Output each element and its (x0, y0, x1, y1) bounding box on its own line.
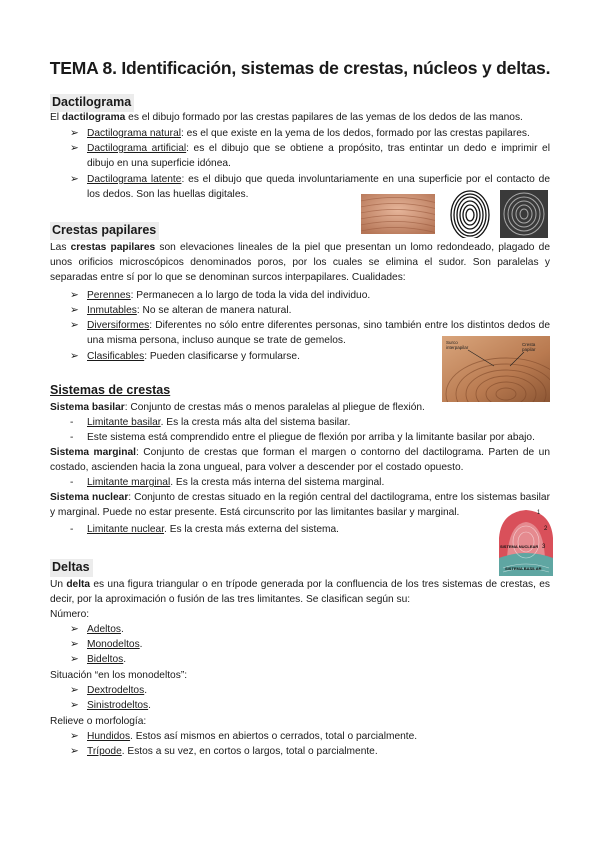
skin-ridges-photo (361, 194, 435, 234)
list-item: Perennes: Permanecen a lo largo de toda la vida del individuo. (87, 290, 371, 301)
list-item: Adeltos. (87, 624, 124, 635)
bullet-arrow: ➢ (70, 653, 79, 665)
dactilograma-intro: El dactilograma es el dibujo formado por las crestas papilares de las yemas de los dedos de las manos. (50, 112, 523, 123)
list-item: Limitante basilar. Es la cresta más alta del sistema basilar. (87, 417, 351, 428)
list-item: Este sistema está comprendido entre el pliegue de flexión por arriba y la limitante basilar por abajo. (87, 432, 535, 443)
bullet-arrow: ➢ (70, 289, 79, 301)
list-item: Monodeltos. (87, 639, 143, 650)
bullet-dash: - (70, 417, 74, 428)
diagram-label-basilar: SISTEMA BASILAR (505, 566, 542, 571)
list-item: Clasificables: Pueden clasificarse y formularse. (87, 351, 300, 362)
list-item: Dextrodeltos. (87, 685, 148, 696)
bullet-arrow: ➢ (70, 638, 79, 650)
sistema-basilar: Sistema basilar: Conjunto de crestas más o menos paralelas al pliegue de flexión. (50, 402, 425, 413)
bullet-arrow: ➢ (70, 142, 79, 154)
diagram-label-1: 1 (537, 510, 541, 516)
bullet-arrow: ➢ (70, 730, 79, 742)
diagram-label-nuclear: SISTEMA NUCLEAR (500, 544, 539, 549)
bullet-arrow: ➢ (70, 350, 79, 362)
list-item: Hundidos. Estos así mismos en abiertos o cerrados, total o parcialmente. (87, 731, 418, 742)
bullet-dash: - (70, 432, 74, 443)
bullet-arrow: ➢ (70, 623, 79, 635)
bullet-arrow: ➢ (70, 319, 79, 331)
list-item: Limitante marginal. Es la cresta más interna del sistema marginal. (87, 477, 385, 488)
bullet-arrow: ➢ (70, 745, 79, 757)
list-item: Dactilograma latente: es el dibujo que queda involuntariamente en una superficie por el contacto de los dedos. Son las huellas digitales. (87, 174, 550, 200)
page-title: TEMA 8. Identificación, sistemas de crestas, núcleos y deltas. (49, 58, 551, 78)
sistema-marginal: Sistema marginal: Conjunto de crestas que forman el margen o contorno del dactilograma. Parten de un costado, ascienden hacia la zona ungueal, para volver a descender por el costado opuesto. (50, 447, 550, 473)
sistema-nuclear: Sistema nuclear: Conjunto de crestas situado en la región central del dactilograma, entre los sistemas basilar y marginal. Puede no estar presente. Está circunscrito por las limitantes basilar y marginal. (50, 492, 550, 518)
relieve-label: Relieve o morfología: (50, 716, 147, 727)
bullet-dash: - (70, 477, 74, 488)
numero-label: Número: (50, 609, 90, 620)
section-heading-crestas: Crestas papilares (50, 222, 159, 240)
photo-label-cresta: Cresta papilar (522, 342, 536, 352)
ridge-systems-diagram (497, 508, 555, 576)
list-item: Sinistrodeltos. (87, 700, 151, 711)
section-heading-sistemas: Sistemas de crestas (50, 383, 171, 397)
list-item: Inmutables: No se alteran de manera natural. (87, 305, 292, 316)
list-item: Trípode. Estos a su vez, en cortos o largos, total o parcialmente. (87, 746, 378, 757)
situacion-label: Situación “en los monodeltos”: (50, 670, 188, 681)
list-item: Limitante nuclear. Es la cresta más externa del sistema. (87, 524, 339, 535)
crestas-intro: Las crestas papilares son elevaciones lineales de la piel que presentan un lomo redondeado, plagado de unos orificios microscópicos denominados poros, por los cuales se elimina el sudor. Son paralelas y separadas entre sí por lo que se denominan surcos interpapilares. Cualidades: (50, 242, 550, 283)
bullet-arrow: ➢ (70, 173, 79, 185)
list-item: Diversiformes: Diferentes no sólo entre diferentes personas, sino también entre los distintos dedos de una misma persona, incluso aunque se trate de gemelos. (87, 320, 550, 346)
list-item: Dactilograma natural: es el que existe en la yema de los dedos, formado por las crestas papilares. (87, 128, 530, 139)
latent-print-image (500, 190, 548, 238)
diagram-label-2: 2 (544, 526, 548, 532)
diagram-label-3: 3 (542, 544, 546, 550)
bullet-arrow: ➢ (70, 304, 79, 316)
ridge-photo (442, 336, 550, 402)
bullet-arrow: ➢ (70, 684, 79, 696)
fingerprint-ink-image (446, 190, 494, 238)
bullet-arrow: ➢ (70, 699, 79, 711)
bullet-arrow: ➢ (70, 127, 79, 139)
list-item: Dactilograma artificial: es el dibujo que se obtiene a propósito, tras entintar un dedo e imprimir el dibujo en una superficie idónea. (87, 143, 550, 169)
bullet-dash: - (70, 524, 74, 535)
photo-label-surco: Surco interpapilar (446, 340, 469, 350)
section-heading-dactilograma: Dactilograma (50, 94, 134, 112)
section-heading-deltas: Deltas (50, 559, 93, 577)
deltas-intro: Un delta es una figura triangular o en trípode generada por la confluencia de los tres sistemas de crestas, es decir, por la aproximación o fusión de las tres limitantes. Se clasifican según su: (50, 579, 550, 605)
list-item: Bideltos. (87, 654, 127, 665)
